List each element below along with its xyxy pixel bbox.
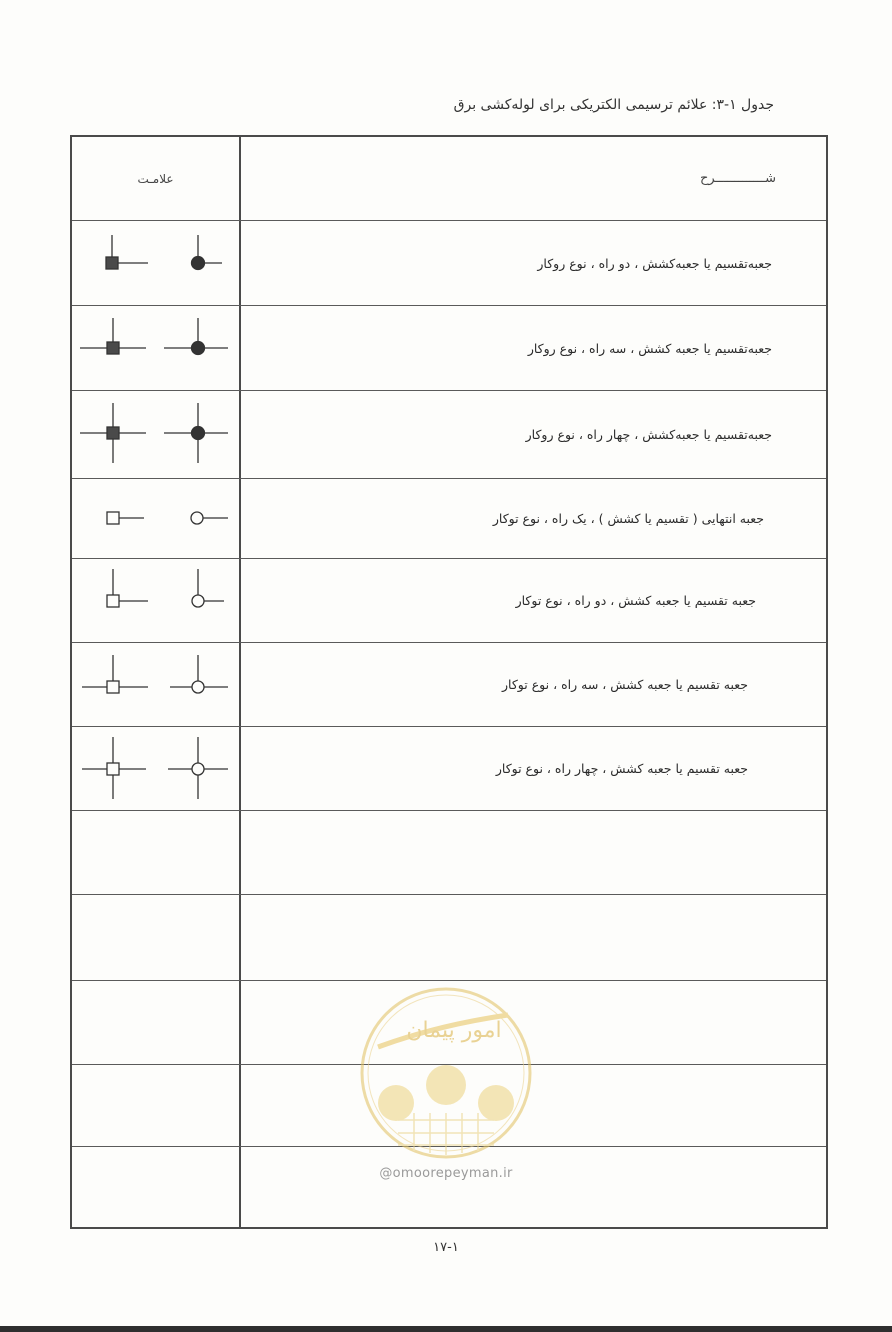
junction-box-three-way-surface-symbol (72, 306, 239, 391)
table-row (72, 643, 826, 727)
row-description: جعبه تقسیم یا جعبه کشش ، سه راه ، نوع توکار (502, 677, 748, 692)
symbol-cell (72, 479, 239, 558)
header-symbol: علامـت (137, 171, 174, 186)
row-description: جعبه‌تقسیم یا جعبه‌کشش ، چهار راه ، نوع روکار (525, 427, 772, 442)
table-row (72, 727, 826, 811)
symbol-cell (72, 643, 239, 726)
table-row (72, 559, 826, 643)
scan-bottom-edge (0, 1326, 892, 1332)
row-description: جعبه تقسیم یا جعبه کشش ، چهار راه ، نوع توکار (495, 761, 748, 776)
symbol-cell (72, 221, 239, 305)
table-header-row (72, 137, 826, 221)
watermark-url: @omoorepeyman.ir (379, 1166, 513, 1181)
table-row (72, 221, 826, 306)
junction-box-three-way-flush-symbol (72, 643, 239, 727)
end-box-one-way-flush-symbol (72, 479, 239, 559)
row-description: جعبه‌تقسیم یا جعبه کشش ، سه راه ، نوع روکار (527, 340, 772, 356)
symbol-cell (72, 391, 239, 478)
symbol-cell (72, 727, 239, 810)
table-row (72, 811, 826, 895)
table-row (72, 895, 826, 981)
junction-box-two-way-surface-symbol (72, 221, 239, 306)
row-description: جعبه انتهایی ( تقسیم یا کشش ) ، یک راه ، نوع توکار (492, 511, 764, 526)
table-row (72, 391, 826, 479)
page-title: جدول ۱-۳: علائم ترسیمی الکتریکی برای لوله‌کشی برق (453, 97, 774, 113)
junction-box-two-way-flush-symbol (72, 559, 239, 643)
junction-box-four-way-flush-symbol (72, 727, 239, 811)
junction-box-four-way-surface-symbol (72, 391, 239, 479)
row-description: جعبه‌تقسیم یا جعبه‌کشش ، دو راه ، نوع روکار (537, 255, 772, 271)
row-description: جعبه تقسیم یا جعبه کشش ، دو راه ، نوع توکار (515, 593, 756, 608)
watermark-logo-text: امور پیمان (406, 1018, 502, 1043)
page-number: ۱۷-۱ (433, 1240, 459, 1255)
table-row (72, 479, 826, 559)
header-description: شـــــــــــــرح (700, 171, 776, 186)
symbol-cell (72, 559, 239, 642)
table-row (72, 306, 826, 391)
watermark-logo-icon (358, 985, 534, 1161)
symbol-cell (72, 306, 239, 390)
